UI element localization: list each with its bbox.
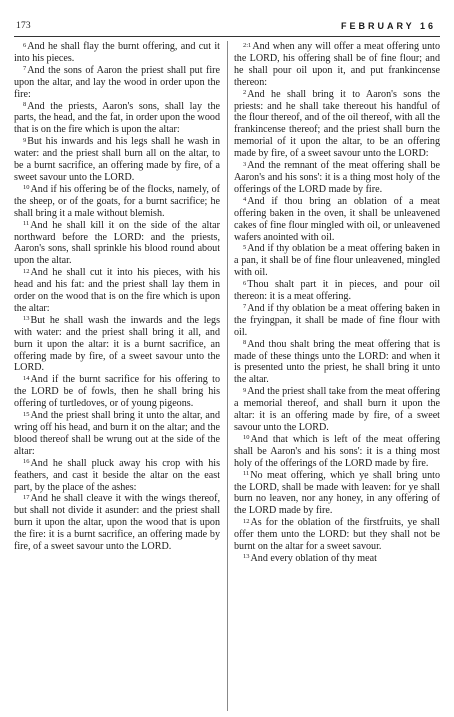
verse-text: And he shall flay the burnt offering, and cut it into his pieces. bbox=[14, 41, 220, 64]
verse-number: 4 bbox=[243, 196, 247, 204]
verse-number: 12 bbox=[23, 267, 30, 275]
verse bbox=[234, 89, 440, 160]
verse-text: And if thy oblation be a meat offering baken in the fryingpan, it shall be made of fine flour with oil. bbox=[234, 302, 440, 338]
verse-number: 12 bbox=[243, 517, 250, 525]
verse-text: And the sons of Aaron the priest shall put fire upon the altar, and lay the wood in order upon the fire: bbox=[14, 64, 220, 100]
verse-number: 3 bbox=[243, 160, 247, 168]
verse-number: 2 bbox=[243, 89, 247, 97]
verse-number: 7 bbox=[243, 303, 247, 311]
verse bbox=[234, 196, 440, 244]
text-columns bbox=[14, 41, 440, 711]
verse-number: 2:1 bbox=[243, 41, 252, 49]
verse-text: Thou shalt part it in pieces, and pour oil thereon: it is a meat offering. bbox=[234, 279, 440, 303]
verse-number: 13 bbox=[243, 553, 250, 561]
verse-number: 17 bbox=[23, 493, 30, 501]
verse bbox=[234, 243, 440, 279]
verse-number: 14 bbox=[23, 374, 30, 382]
verse-text: And every oblation of thy meat bbox=[250, 552, 377, 564]
verse bbox=[14, 184, 220, 220]
verse bbox=[14, 458, 220, 494]
verse-text: And he shall cut it into his pieces, with his head and his fat: and the priest shall lay them in order on the wood that is on the fire which is upon the altar: bbox=[14, 267, 220, 314]
verse-number: 8 bbox=[243, 339, 247, 347]
verse bbox=[14, 410, 220, 458]
verse-text: And the remnant of the meat offering shall be Aaron's and his sons': it is a thing most holy of the offerings of the LORD made by fire. bbox=[234, 160, 440, 195]
verse-text: As for the oblation of the firstfruits, ye shall offer them unto the LORD: but they shall not be burnt on the altar for a sweet savour. bbox=[234, 517, 440, 553]
verse bbox=[14, 65, 220, 101]
verse-number: 16 bbox=[23, 458, 30, 466]
verse bbox=[234, 41, 440, 89]
verse-number: 15 bbox=[23, 410, 30, 418]
verse bbox=[14, 41, 220, 65]
verse bbox=[234, 303, 440, 339]
running-head: FEBRUARY 16 bbox=[340, 21, 436, 31]
verse-text: And the priests, Aaron's sons, shall lay the parts, the head, and the fat, in order upon the wood that is on the fire which is upon the altar: bbox=[14, 100, 220, 136]
verse-text: And if the burnt sacrifice for his offering to the LORD be of fowls, then he shall bring his offering of turtledoves, or of young pigeons. bbox=[14, 374, 220, 410]
verse-number: 10 bbox=[23, 184, 30, 192]
verse bbox=[234, 434, 440, 470]
verse bbox=[14, 374, 220, 410]
verse bbox=[234, 279, 440, 303]
verse-text: And that which is left of the meat offering shall be Aaron's and his sons': it is a thing most holy of the offerings of the LORD made by fire. bbox=[234, 433, 440, 469]
verse-text: And thou shalt bring the meat offering that is made of these things unto the LORD: and when it is presented unto the priest, he shall bring it unto the altar. bbox=[234, 338, 440, 386]
verse-text: But his inwards and his legs shall he wash in water: and the priest shall burn all on the altar, to be a burnt sacrifice, an offering made by fire, of a sweet savour unto the LORD. bbox=[14, 136, 220, 183]
page-number: 173 bbox=[16, 21, 31, 31]
verse-text: And if thy oblation be a meat offering baken in a pan, it shall be of fine flour unleavened, mingled with oil. bbox=[234, 243, 440, 279]
verse-number: 11 bbox=[243, 470, 250, 478]
verse-number: 9 bbox=[243, 386, 247, 394]
verse bbox=[234, 517, 440, 553]
verse-number: 9 bbox=[23, 136, 27, 144]
verse bbox=[14, 267, 220, 315]
verse-text: And he shall kill it on the side of the altar northward before the LORD: and the priests, Aaron's sons, shall sprinkle his blood round about upon the altar. bbox=[14, 219, 220, 267]
verse-text: And he shall bring it to Aaron's sons the priests: and he shall take thereout his handful of the flour thereof, and of the oil thereof, with all the frankincense thereof; and the priest shall burn the memorial of it upon the altar, to be an offering made by fire, of a sweet savour unto the LORD: bbox=[234, 88, 440, 160]
verse bbox=[14, 101, 220, 137]
verse-text: And if thou bring an oblation of a meat offering baken in the oven, it shall be unleavened cakes of fine flour mingled with oil, or unleavened wafers anointed with oil. bbox=[234, 195, 440, 243]
verse-number: 6 bbox=[23, 41, 27, 49]
verse bbox=[14, 136, 220, 184]
right-column bbox=[234, 41, 440, 711]
verse-number: 5 bbox=[243, 243, 247, 251]
page-header bbox=[14, 18, 440, 34]
verse-text: And if his offering be of the flocks, namely, of the sheep, or of the goats, for a burnt sacrifice; he shall bring it a male without blemish. bbox=[14, 183, 220, 219]
verse bbox=[14, 220, 220, 268]
verse-number: 6 bbox=[243, 279, 247, 287]
verse-text: And the priest shall take from the meat offering a memorial thereof, and shall burn it upon the altar: it is an offering made by fire, of a sweet savour unto the LORD. bbox=[234, 386, 440, 433]
verse-text: And he shall pluck away his crop with his feathers, and cast it beside the altar on the east part, by the place of the ashes: bbox=[14, 457, 220, 493]
verse-text: But he shall wash the inwards and the legs with water: and the priest shall bring it all, and burn it upon the altar: it is a burnt sacrifice, an offering made by fire, of a sweet savour unto the LORD. bbox=[14, 314, 220, 374]
verse-number: 11 bbox=[23, 220, 30, 228]
verse-number: 10 bbox=[243, 434, 250, 442]
verse bbox=[234, 386, 440, 434]
column-divider bbox=[227, 41, 228, 711]
verse bbox=[234, 553, 440, 565]
verse bbox=[234, 470, 440, 518]
verse bbox=[234, 339, 440, 387]
verse-text: And he shall cleave it with the wings thereof, but shall not divide it asunder: and the priest shall burn it upon the altar, upon the wood that is upon the fire: it is a burnt sacrifice, an offering made by fire, of a sweet savour unto the LORD. bbox=[14, 493, 220, 553]
header-rule bbox=[14, 36, 440, 37]
verse bbox=[14, 315, 220, 375]
verse bbox=[14, 493, 220, 553]
verse-text: No meat offering, which ye shall bring unto the LORD, shall be made with leaven: for ye shall burn no leaven, nor any honey, in any offering of the LORD made by fire. bbox=[234, 469, 440, 517]
verse-number: 8 bbox=[23, 101, 27, 109]
verse-number: 7 bbox=[23, 65, 27, 73]
verse bbox=[234, 160, 440, 196]
verse-number: 13 bbox=[23, 315, 30, 323]
verse-text: And the priest shall bring it unto the altar, and wring off his head, and burn it on the altar; and the blood thereof shall be wrung out at the side of the altar: bbox=[14, 410, 220, 457]
left-column bbox=[14, 41, 220, 711]
verse-text: And when any will offer a meat offering unto the LORD, his offering shall be of fine flour; and he shall pour oil upon it, and put frankincense thereon: bbox=[234, 41, 440, 88]
